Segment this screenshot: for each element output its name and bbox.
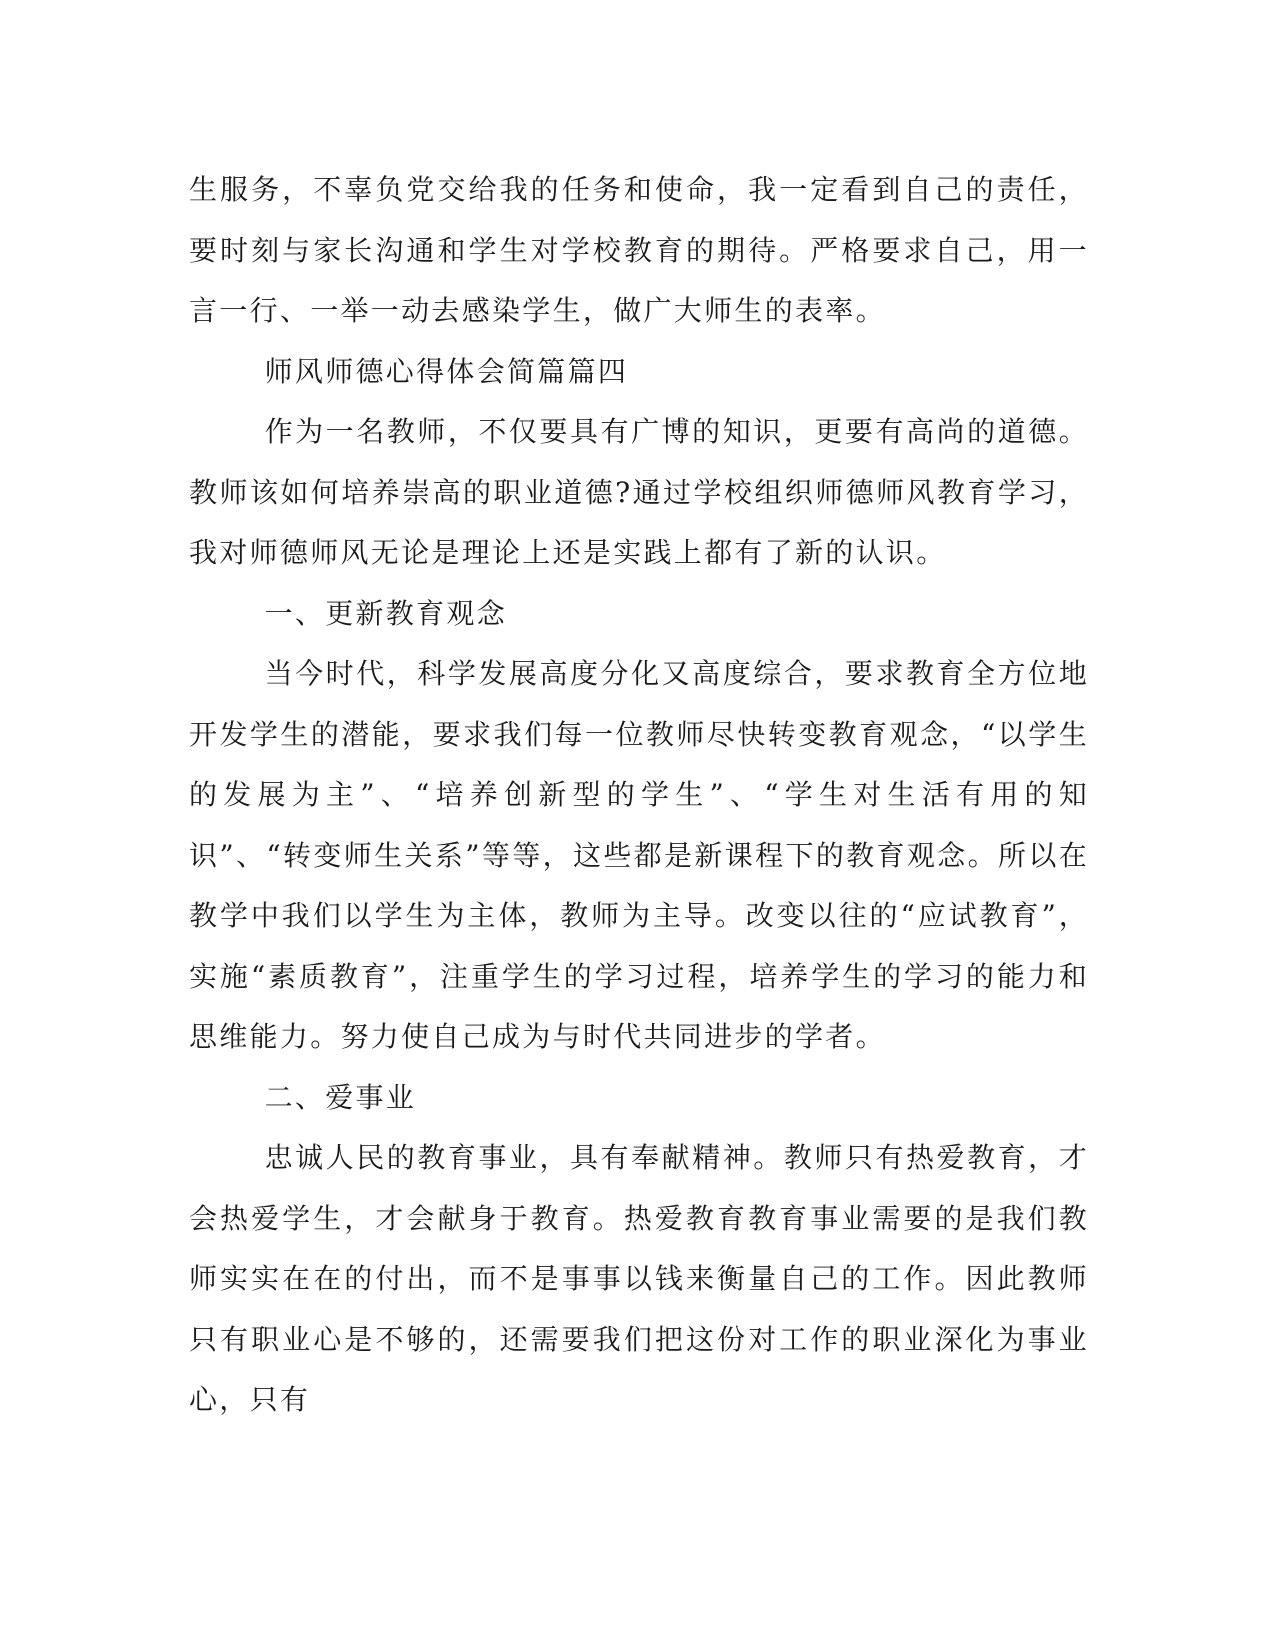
paragraph-love-career: 忠诚人民的教育事业，具有奉献精神。教师只有热爱教育，才会热爱学生，才会献身于教育。热爱教育教育事业需要的是我们教师实实在在的付出，而不是事事以钱来衡量自己的工作。因此教师只有职业心是不够的，还需要我们把这份对工作的职业深化为事业心，只有 [189, 1141, 1089, 1416]
section-title-part-four: 师风师德心得体会简篇篇四 [264, 354, 629, 388]
heading-love-career: 二、爱事业 [264, 1080, 417, 1114]
paragraph-continuation: 生服务，不辜负党交给我的任务和使命，我一定看到自己的责任，要时刻与家长沟通和学生对学校教育的期待。严格要求自己，用一言一行、一举一动去感染学生，做广大师生的表率。 [189, 173, 1089, 327]
paragraph-update-concepts: 当今时代，科学发展高度分化又高度综合，要求教育全方位地开发学生的潜能，要求我们每一位教师尽快转变教育观念，“以学生的发展为主”、“培养创新型的学生”、“学生对生活有用的知识”、“转变师生关系”等等，这些都是新课程下的教育观念。所以在教学中我们以学生为主体，教师为主导。改变以往的“应试教育”，实施“素质教育”，注重学生的学习过程，培养学生的学习的能力和思维能力。努力使自己成为与时代共同进步的学者。 [189, 657, 1089, 1053]
document-body [189, 160, 1089, 1431]
heading-update-concepts: 一、更新教育观念 [264, 596, 507, 630]
paragraph-intro: 作为一名教师，不仅要具有广博的知识，更要有高尚的道德。教师该如何培养崇高的职业道德?通过学校组织师德师风教育学习，我对师德师风无论是理论上还是实践上都有了新的认识。 [189, 415, 1089, 569]
